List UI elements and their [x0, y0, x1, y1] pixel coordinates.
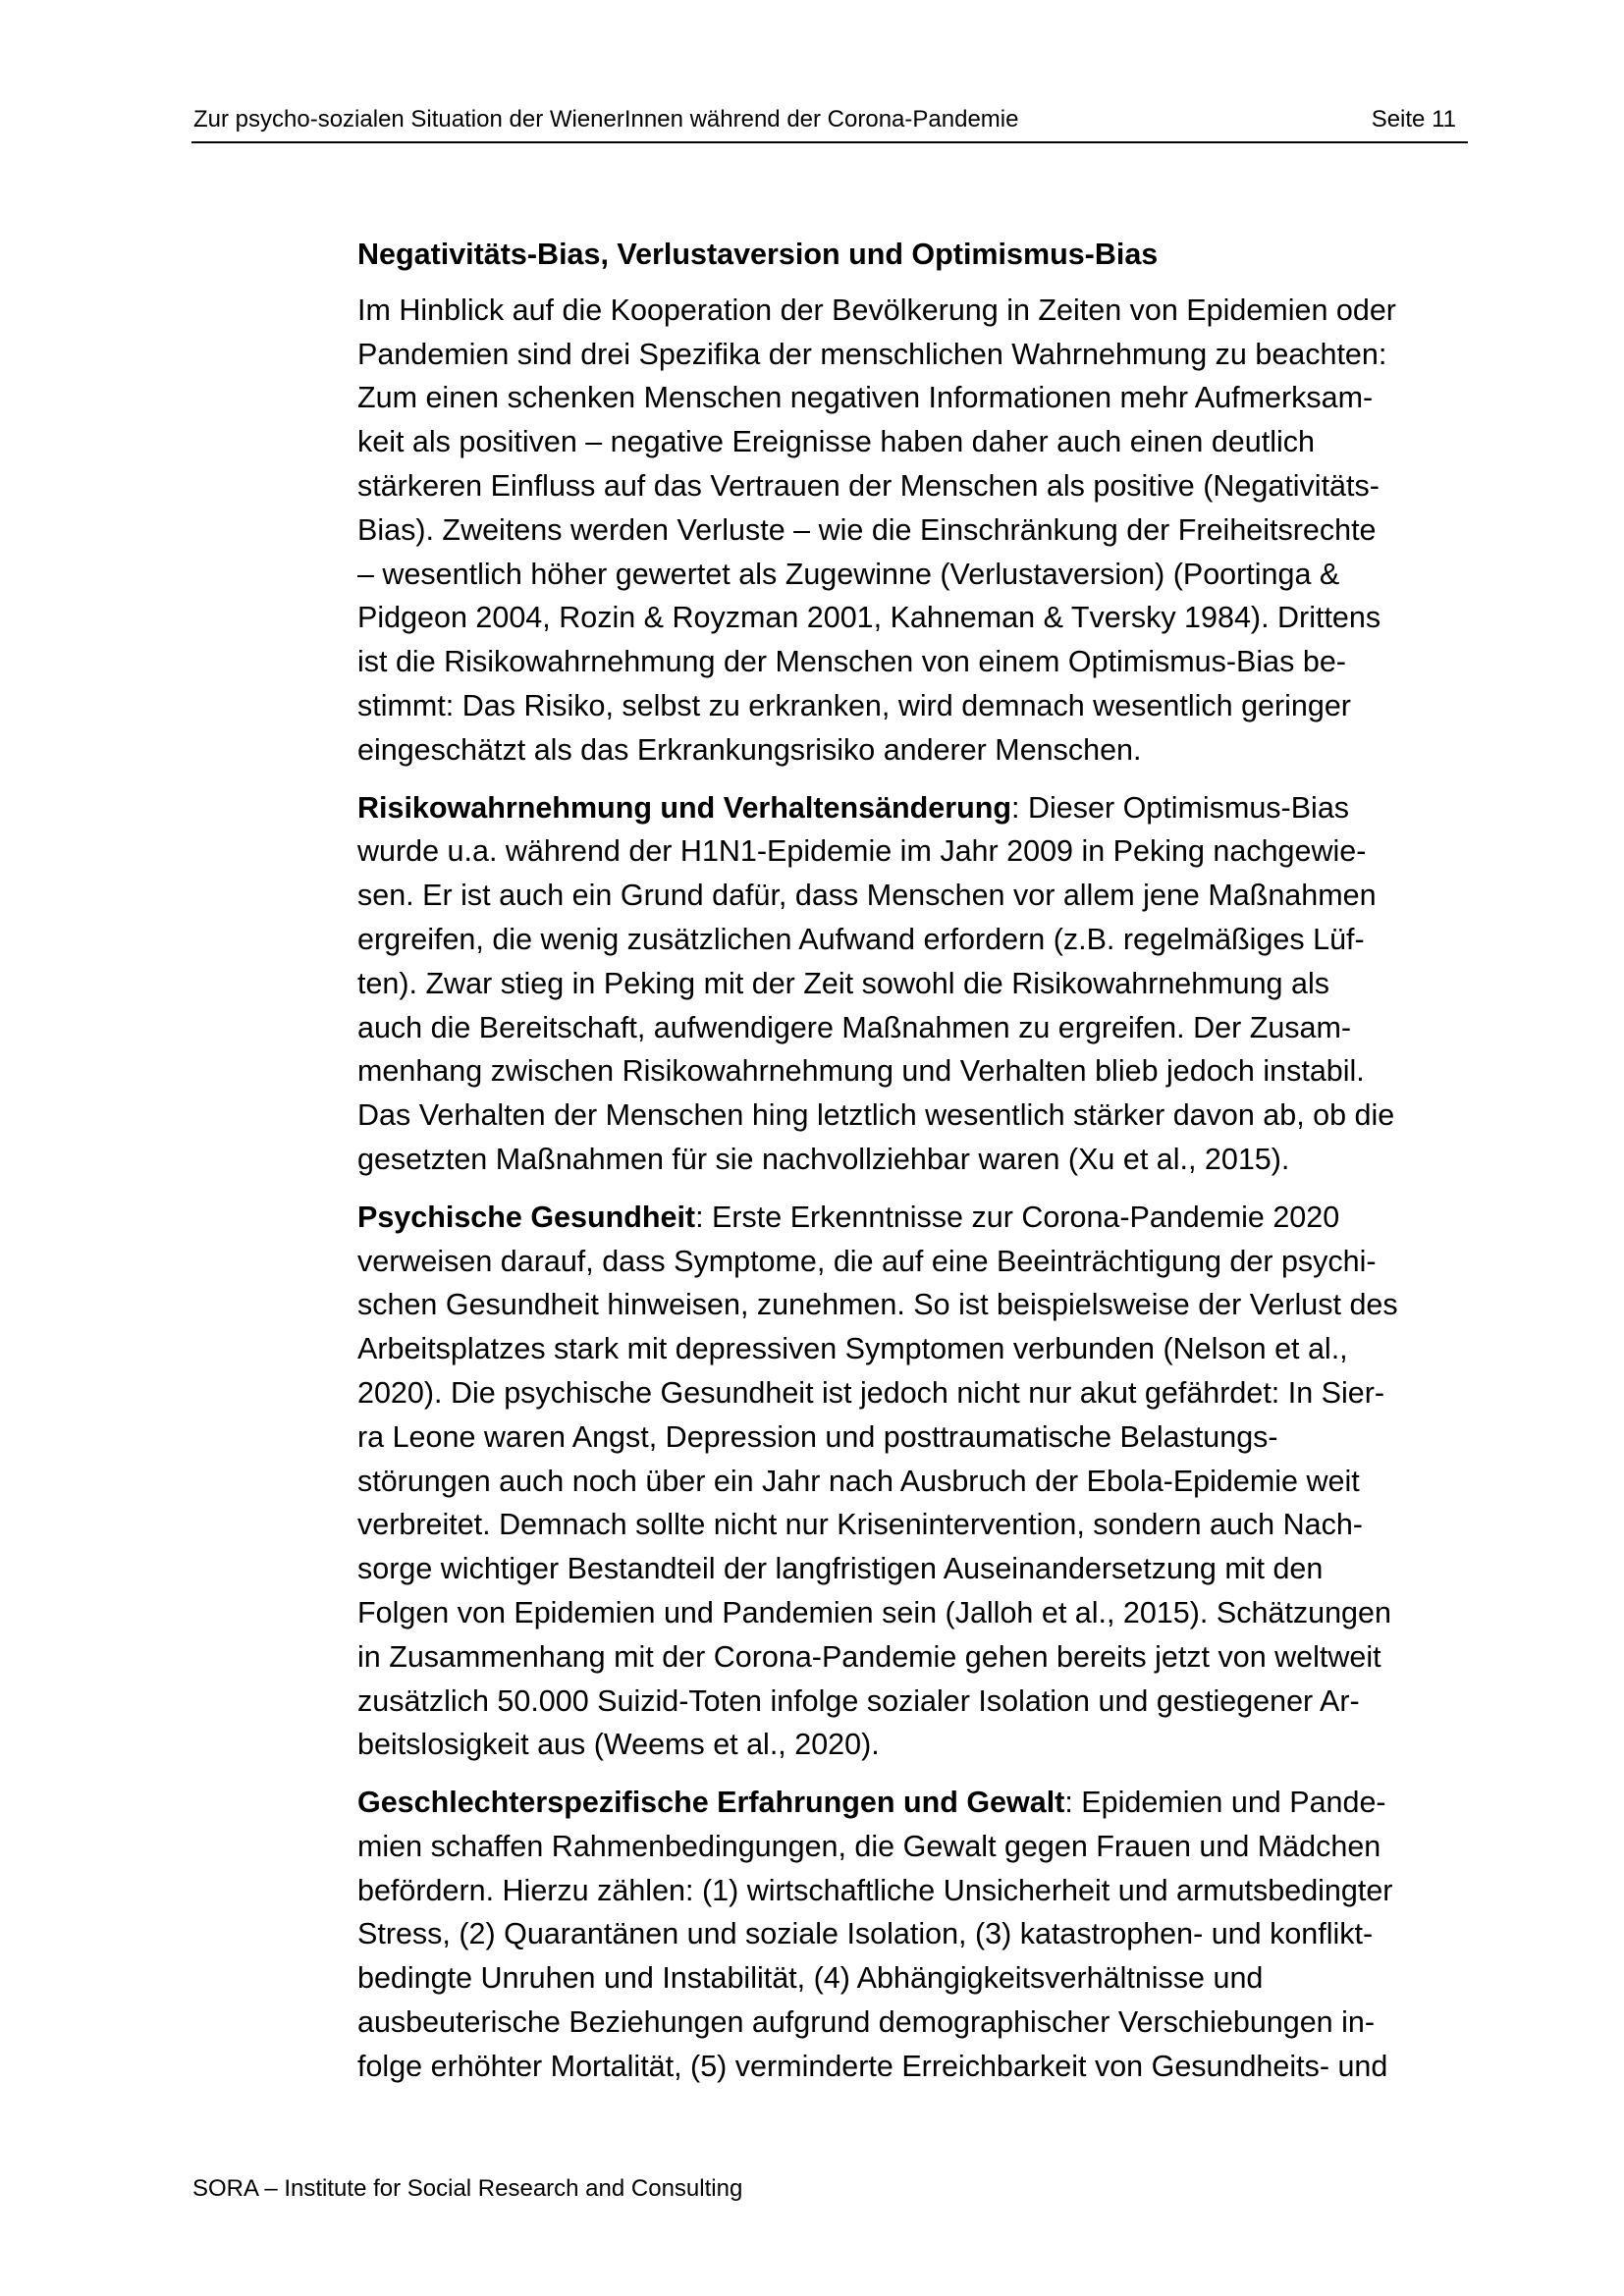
line-text: Folgen von Epidemien und Pandemien sein (Jalloh et al., 2015). Schätzungen: [357, 1595, 1391, 1629]
paragraphs: [357, 289, 1467, 2089]
line-text: Stress, (2) Quarantänen und soziale Isolation, (3) katastrophen- und konflikt-: [357, 1917, 1374, 1951]
text-line: [357, 1723, 1467, 1767]
line-text: : Dieser Optimismus-Bias: [1011, 790, 1350, 825]
text-line: [357, 2001, 1467, 2045]
line-text: Pandemien sind drei Spezifika der menschlichen Wahrnehmung zu beachten:: [357, 337, 1387, 371]
line-text: ra Leone waren Angst, Depression und posttraumatische Belastungs-: [357, 1419, 1278, 1454]
line-text: folge erhöhter Mortalität, (5) verminderte Erreichbarkeit von Gesundheits- und: [357, 2049, 1388, 2083]
text-line: [357, 1371, 1467, 1415]
text-line: [357, 1415, 1467, 1460]
line-text: sen. Er ist auch ein Grund dafür, dass Menschen vor allem jene Maßnahmen: [357, 879, 1377, 913]
line-text: stärkeren Einfluss auf das Vertrauen der Menschen als positive (Negativitäts-: [357, 468, 1380, 503]
paragraph: [357, 289, 1467, 773]
paragraph-lead: Risikowahrnehmung und Verhaltensänderung: [357, 790, 1012, 825]
text-line: [357, 1196, 1467, 1240]
paragraph: [357, 1781, 1467, 2089]
line-text: Arbeitsplatzes stark mit depressiven Symptomen verbunden (Nelson et al.,: [357, 1332, 1348, 1366]
text-line: [357, 508, 1467, 553]
line-text: eingeschätzt als das Erkrankungsrisiko anderer Menschen.: [357, 732, 1142, 767]
text-line: [357, 1327, 1467, 1371]
text-line: [357, 1680, 1467, 1724]
paragraph: [357, 1196, 1467, 1767]
text-line: [357, 1869, 1467, 1913]
paragraph-lead: Geschlechterspezifische Erfahrungen und Gewalt: [357, 1786, 1065, 1820]
line-text: beitslosigkeit aus (Weems et al., 2020).: [357, 1728, 880, 1762]
text-line: [357, 962, 1467, 1006]
text-line: [357, 640, 1467, 684]
line-text: ausbeuterische Beziehungen aufgrund demographischer Verschiebungen in-: [357, 2005, 1376, 2040]
text-line: [357, 1635, 1467, 1680]
line-text: schen Gesundheit hinweisen, zunehmen. So ist beispielsweise der Verlust des: [357, 1288, 1398, 1322]
text-line: [357, 1825, 1467, 1869]
paragraph-lead: Psychische Gesundheit: [357, 1200, 696, 1234]
text-line: [357, 1591, 1467, 1635]
line-text: verbreitet. Demnach sollte nicht nur Krisenintervention, sondern auch Nach-: [357, 1508, 1363, 1542]
page-footer: SORA – Institute for Social Research and Consulting: [192, 2175, 743, 2202]
line-text: keit als positiven – negative Ereignisse haben daher auch einen deutlich: [357, 425, 1315, 459]
text-line: [357, 596, 1467, 640]
paragraph: [357, 786, 1467, 1182]
text-line: [357, 2045, 1467, 2089]
text-line: [357, 376, 1467, 420]
text-line: [357, 1283, 1467, 1327]
text-line: [357, 420, 1467, 464]
section-heading: Negativitäts-Bias, Verlustaversion und Optimismus-Bias: [357, 238, 1159, 271]
text-line: [357, 553, 1467, 597]
line-text: mien schaffen Rahmenbedingungen, die Gewalt gegen Frauen und Mädchen: [357, 1829, 1381, 1863]
line-text: zusätzlich 50.000 Suizid-Toten infolge sozialer Isolation und gestiegener Ar-: [357, 1683, 1360, 1718]
line-text: verweisen darauf, dass Symptome, die auf eine Beeinträchtigung der psychi-: [357, 1244, 1377, 1278]
line-text: wurde u.a. während der H1N1-Epidemie im Jahr 2009 in Peking nachgewie-: [357, 834, 1367, 869]
line-text: bedingte Unruhen und Instabilität, (4) Abhängigkeitsverhältnisse und: [357, 1961, 1264, 1996]
text-line: [357, 1912, 1467, 1956]
line-text: Pidgeon 2004, Rozin & Royzman 2001, Kahneman & Tversky 1984). Drittens: [357, 601, 1381, 635]
text-line: [357, 1049, 1467, 1094]
line-text: Das Verhalten der Menschen hing letztlich wesentlich stärker davon ab, ob die: [357, 1098, 1395, 1133]
text-line: [357, 874, 1467, 918]
line-text: gesetzten Maßnahmen für sie nachvollziehbar waren (Xu et al., 2015).: [357, 1142, 1290, 1176]
text-line: [357, 1547, 1467, 1591]
text-line: [357, 684, 1467, 728]
line-text: befördern. Hierzu zählen: (1) wirtschaftliche Unsicherheit und armutsbedingter: [357, 1873, 1393, 1907]
text-line: [357, 1460, 1467, 1504]
text-line: [357, 829, 1467, 874]
line-text: auch die Bereitschaft, aufwendigere Maßnahmen zu ergreifen. Der Zusam-: [357, 1010, 1352, 1044]
text-line: [357, 1503, 1467, 1547]
text-line: [357, 918, 1467, 962]
line-text: ergreifen, die wenig zusätzlichen Aufwand erfordern (z.B. regelmäßiges Lüf-: [357, 922, 1365, 956]
text-line: [357, 333, 1467, 377]
text-line: [357, 1138, 1467, 1182]
header-title: Zur psycho-sozialen Situation der WienerInnen während der Corona-Pandemie: [193, 106, 1019, 133]
line-text: 2020). Die psychische Gesundheit ist jedoch nicht nur akut gefährdet: In Sier-: [357, 1375, 1385, 1410]
line-text: : Epidemien und Pande-: [1064, 1786, 1386, 1820]
text-line: [357, 728, 1467, 773]
line-text: – wesentlich höher gewertet als Zugewinne (Verlustaversion) (Poortinga &: [357, 557, 1340, 591]
line-text: Im Hinblick auf die Kooperation der Bevölkerung in Zeiten von Epidemien oder: [357, 293, 1396, 327]
line-text: ten). Zwar stieg in Peking mit der Zeit sowohl die Risikowahrnehmung als: [357, 966, 1329, 1000]
line-text: störungen auch noch über ein Jahr nach Ausbruch der Ebola-Epidemie weit: [357, 1464, 1360, 1498]
line-text: menhang zwischen Risikowahrnehmung und Verhalten blieb jedoch instabil.: [357, 1054, 1365, 1089]
text-line: [357, 464, 1467, 508]
text-line: [357, 1006, 1467, 1050]
text-line: [357, 1240, 1467, 1284]
line-text: : Erste Erkenntnisse zur Corona-Pandemie 2020: [695, 1200, 1340, 1234]
text-line: [357, 1094, 1467, 1138]
text-line: [357, 1956, 1467, 2001]
text-line: [357, 1781, 1467, 1825]
line-text: Zum einen schenken Menschen negativen Informationen mehr Aufmerksam-: [357, 381, 1374, 415]
line-text: stimmt: Das Risiko, selbst zu erkranken, wird demnach wesentlich geringer: [357, 688, 1351, 722]
page-header: [191, 102, 1468, 143]
text-line: [357, 786, 1467, 830]
line-text: ist die Risikowahrnehmung der Menschen von einem Optimismus-Bias be-: [357, 645, 1346, 679]
header-page-number: Seite 11: [1371, 106, 1456, 133]
line-text: Bias). Zweitens werden Verluste – wie die Einschränkung der Freiheitsrechte: [357, 512, 1377, 547]
line-text: in Zusammenhang mit der Corona-Pandemie gehen bereits jetzt von weltweit: [357, 1639, 1381, 1674]
text-line: [357, 289, 1467, 333]
main-content: [357, 233, 1467, 2103]
line-text: sorge wichtiger Bestandteil der langfristigen Auseinandersetzung mit den: [357, 1552, 1324, 1586]
